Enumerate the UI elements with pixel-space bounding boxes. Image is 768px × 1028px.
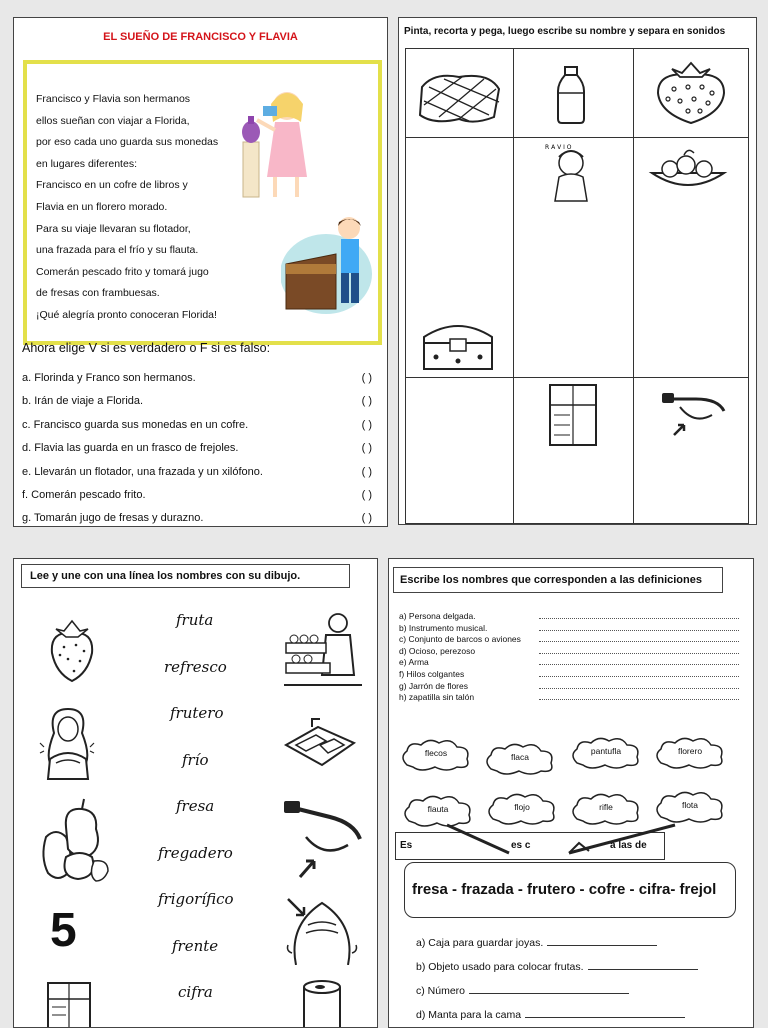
fruit-bowl-icon[interactable] <box>648 147 728 197</box>
cloud-word[interactable]: flota <box>653 789 727 823</box>
handbrake-icon[interactable] <box>656 385 730 441</box>
sink-icon[interactable] <box>282 715 358 771</box>
answer-line[interactable] <box>539 641 739 642</box>
cloud-word[interactable]: flauta <box>401 793 475 827</box>
grid-divider <box>406 377 748 378</box>
word-item[interactable]: fresa <box>176 797 215 815</box>
question-item[interactable]: a) Caja para guardar joyas. <box>416 931 736 955</box>
cloud-word[interactable]: flojo <box>485 791 559 825</box>
cut-paste-title: Pinta, recorta y pega, luego escribe su nombre y separa en sonidos <box>404 26 726 37</box>
answer-line[interactable] <box>539 630 739 631</box>
rifle-icon <box>559 821 679 857</box>
answer-line[interactable] <box>547 945 657 946</box>
definition-item[interactable]: g) Jarrón de flores <box>399 681 739 693</box>
word-list <box>154 611 234 1028</box>
answer-blank[interactable]: ( ) <box>361 372 372 384</box>
true-false-question: Ahora elige V si es verdadero o F si es falso: <box>22 341 271 355</box>
poem-line: por eso cada uno guarda sus monedas <box>36 136 219 149</box>
word-item[interactable]: fregadero <box>158 843 233 862</box>
blanket-icon[interactable] <box>414 67 504 127</box>
answer-line[interactable] <box>469 993 629 994</box>
partial-instruction: Es es c a las de <box>395 832 665 860</box>
tf-item: c. Francisco guarda sus monedas en un cofre. ( ) <box>22 414 372 437</box>
tf-item: a. Florinda y Franco son hermanos. ( ) <box>22 367 372 390</box>
answer-blank[interactable]: ( ) <box>361 512 372 525</box>
grid-divider <box>513 49 514 523</box>
cloud-word[interactable]: rifle <box>569 791 643 825</box>
poem-line: en lugares diferentes: <box>36 157 137 170</box>
cloud-word[interactable]: florero <box>653 735 727 769</box>
refrigerator-icon[interactable] <box>546 383 600 447</box>
question-item[interactable]: b) Objeto usado para colocar frutas. <box>416 955 736 979</box>
story-poem <box>36 89 218 327</box>
strawberry-icon[interactable] <box>48 619 96 683</box>
cloud-word[interactable]: flecos <box>399 737 473 771</box>
forehead-icon[interactable] <box>282 895 360 965</box>
girl-vase-illustration <box>235 82 315 202</box>
child-drawing[interactable] <box>541 143 601 207</box>
question-item[interactable]: d) Manta para la cama <box>416 1003 736 1027</box>
questions-list <box>416 931 736 1027</box>
answer-line[interactable] <box>539 618 739 619</box>
definition-item[interactable]: e) Arma <box>399 657 739 669</box>
number-five[interactable]: 5 <box>50 904 77 957</box>
word-item[interactable]: frente <box>172 936 219 955</box>
grid-divider <box>406 137 748 138</box>
definitions-list <box>399 611 739 704</box>
answer-blank[interactable]: ( ) <box>361 442 372 455</box>
handbrake-icon[interactable] <box>280 797 364 883</box>
definition-item[interactable]: c) Conjunto de barcos o aviones <box>399 634 739 646</box>
answer-line[interactable] <box>525 1017 685 1018</box>
poem-line: una frazada para el frío y su flauta. <box>36 244 199 257</box>
soda-can-icon[interactable] <box>300 979 344 1028</box>
poem-line: ¡Qué alegría pronto conoceran Florida! <box>36 308 217 321</box>
answer-line[interactable] <box>539 653 739 654</box>
poem-line: Francisco y Flavia son hermanos <box>36 93 191 105</box>
grid-divider <box>633 49 634 523</box>
definition-item[interactable]: b) Instrumento musical. <box>399 623 739 635</box>
definition-item[interactable]: f) Hilos colgantes <box>399 669 739 681</box>
answer-line[interactable] <box>539 688 739 689</box>
poem-line: ellos sueñan con viajar a Florida, <box>36 114 190 127</box>
definitions-panel <box>388 558 754 1028</box>
story-title: EL SUEÑO DE FRANCISCO Y FLAVIA <box>103 31 298 43</box>
answer-line[interactable] <box>539 664 739 665</box>
story-panel <box>13 17 388 527</box>
tf-item: e. Llevarán un flotador, una frazada y un xilófono. ( ) <box>22 461 372 484</box>
question-item[interactable]: c) Número <box>416 979 736 1003</box>
definition-item[interactable]: a) Persona delgada. <box>399 611 739 623</box>
answer-blank[interactable]: ( ) <box>361 418 372 431</box>
definition-item[interactable]: h) zapatilla sin talón <box>399 692 739 704</box>
word-item[interactable]: frigorífico <box>158 890 234 908</box>
refrigerator-icon[interactable] <box>44 979 94 1028</box>
word-item[interactable]: frío <box>182 750 209 769</box>
cut-paste-panel <box>398 17 757 525</box>
poem-line: Comerán pescado frito y tomará jugo <box>36 265 209 278</box>
story-box <box>23 60 382 345</box>
bottle-icon[interactable] <box>554 65 588 125</box>
poem-line: Flavia en un florero morado. <box>36 200 168 213</box>
word-bank: fresa - frazada - frutero - cofre - cifra- frejol <box>404 862 736 918</box>
match-title: Lee y une con una línea los nombres con su dibujo. <box>21 564 350 588</box>
word-item[interactable]: frutero <box>170 704 224 722</box>
svg-text:R A V I O: R A V I O <box>545 144 572 151</box>
word-item[interactable]: cifra <box>178 983 213 1001</box>
answer-line[interactable] <box>539 676 739 677</box>
cold-girl-icon[interactable] <box>38 703 98 781</box>
tf-item: d. Flavia las guarda en un frasco de frejoles. ( ) <box>22 437 372 460</box>
strawberry-icon[interactable] <box>654 61 728 127</box>
flute-icon <box>443 821 513 857</box>
picture-grid <box>405 48 749 524</box>
cloud-word[interactable]: pantufla <box>569 735 643 769</box>
true-false-list <box>22 367 372 527</box>
word-item[interactable]: refresco <box>164 657 227 676</box>
cloud-word[interactable]: flaca <box>483 741 557 775</box>
answer-line[interactable] <box>588 969 698 970</box>
definitions-title: Escribe los nombres que corresponden a las definiciones <box>393 567 723 593</box>
boy-chest-illustration <box>281 214 381 324</box>
fruits-icon[interactable] <box>36 797 110 883</box>
answer-line[interactable] <box>539 699 739 700</box>
chest-icon[interactable] <box>418 315 498 373</box>
fruit-vendor-icon[interactable] <box>282 609 364 689</box>
answer-blank[interactable]: ( ) <box>361 465 372 478</box>
tf-item: g. Tomarán jugo de fresas y durazno. ( ) <box>22 507 372 527</box>
match-panel <box>13 558 378 1028</box>
poem-line: Para su viaje llevaran su flotador, <box>36 222 191 235</box>
answer-blank[interactable]: ( ) <box>361 395 372 408</box>
answer-blank[interactable]: ( ) <box>361 488 372 501</box>
tf-item: b. Irán de viaje a Florida. ( ) <box>22 390 372 413</box>
tf-item: f. Comerán pescado frito. ( ) <box>22 484 372 507</box>
definition-item[interactable]: d) Ocioso, perezoso <box>399 646 739 658</box>
word-item[interactable]: fruta <box>176 611 214 629</box>
poem-line: de fresas con frambuesas. <box>36 287 160 300</box>
poem-line: Francisco en un cofre de libros y <box>36 179 188 192</box>
